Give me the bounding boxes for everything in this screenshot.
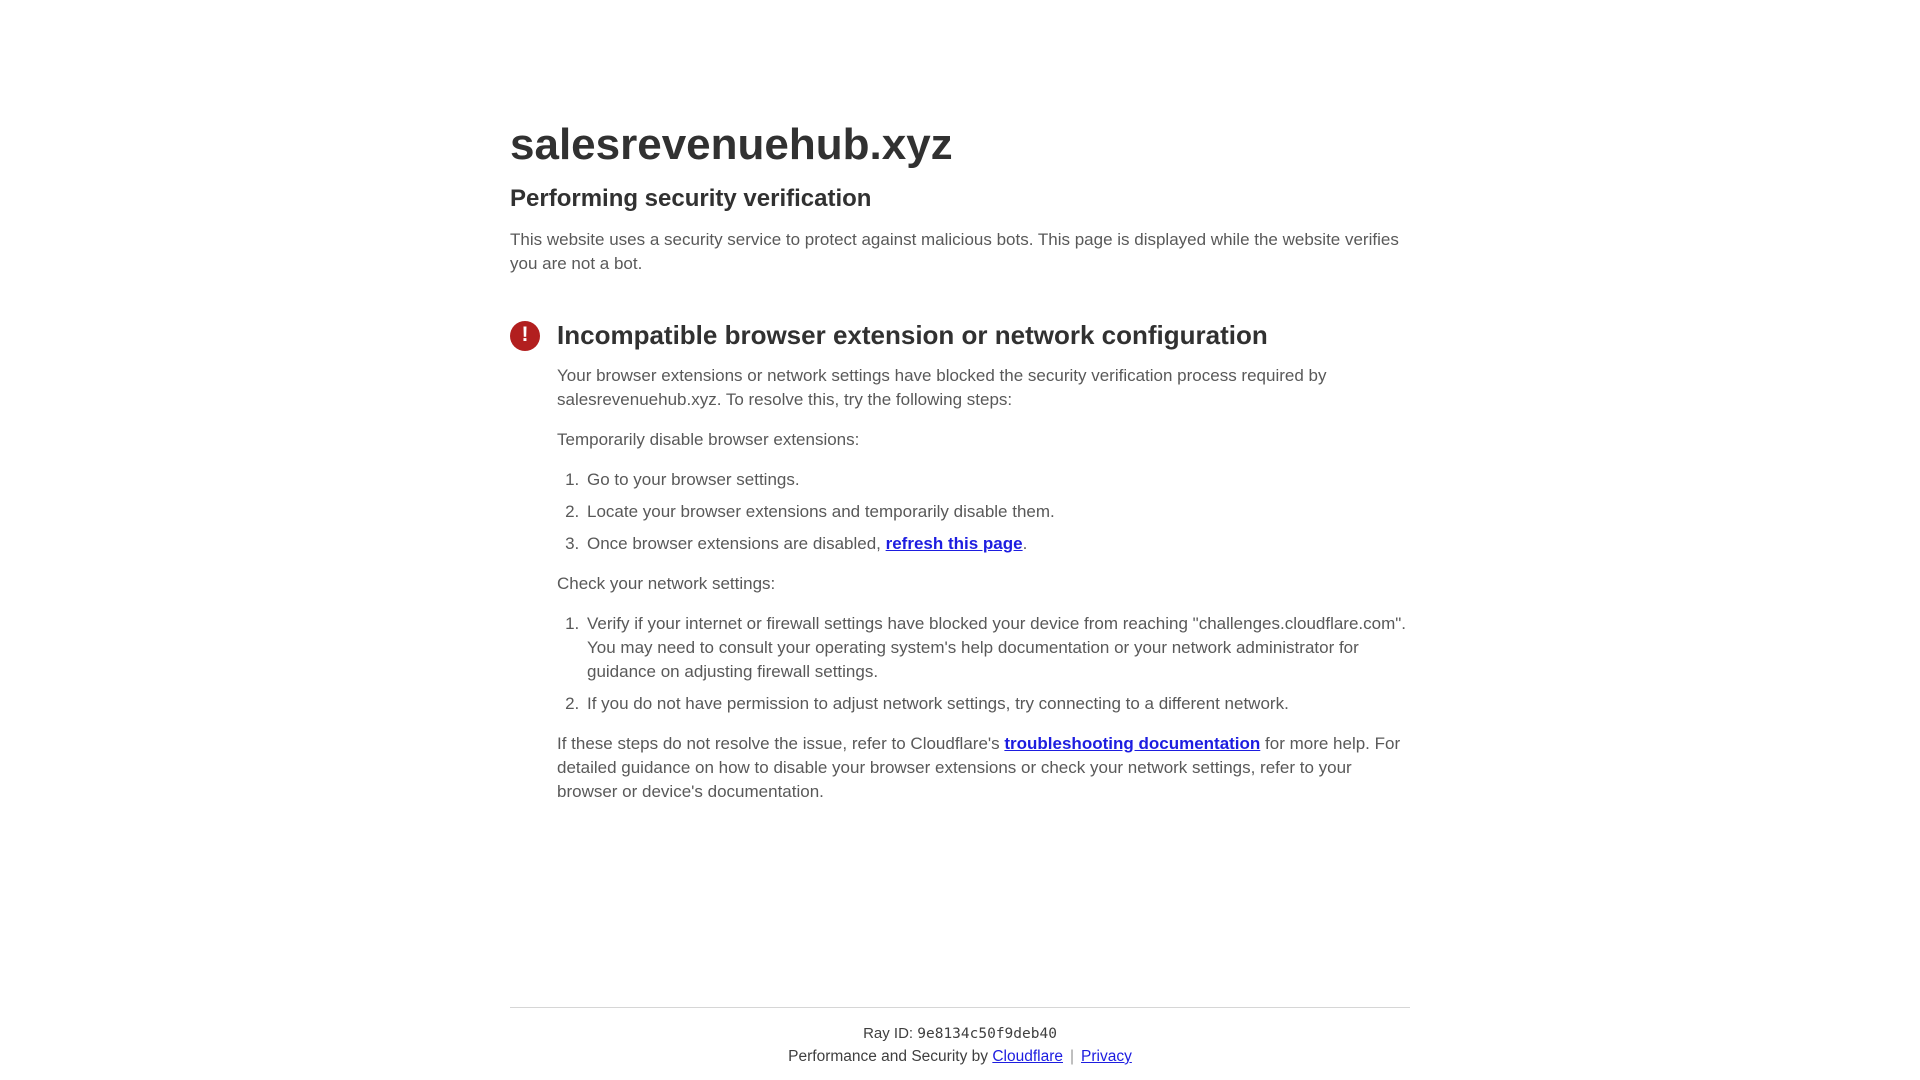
troubleshooting-documentation-link[interactable]: troubleshooting documentation: [1004, 733, 1261, 753]
privacy-link[interactable]: Privacy: [1081, 1048, 1132, 1065]
step3-prefix-text: Once browser extensions are disabled,: [587, 533, 886, 553]
page-container: [510, 0, 1410, 1080]
network-lead-text: Check your network settings:: [557, 573, 776, 593]
error-intro-text: Your browser extensions or network settings have blocked the security verification process required by salesrevenuehub.xyz. To resolve this, try the following steps:: [557, 365, 1327, 409]
ray-id-value: 9e8134c50f9deb40: [917, 1026, 1057, 1042]
step3-suffix-text: .: [1022, 533, 1028, 553]
list-item: 1. Go to your browser settings.: [584, 468, 1410, 492]
page-footer: [510, 1007, 1410, 1080]
ray-id-label: Ray ID:: [863, 1025, 914, 1042]
footer-separator: |: [1069, 1048, 1075, 1065]
extensions-steps-list: [557, 468, 1410, 556]
list-item: 1. Verify if your internet or firewall settings have blocked your device from reaching "challenges.cloudflare.com". You may need to consult your operating system's help documentation or your network administrator for guidance on adjusting firewall settings.: [584, 612, 1410, 684]
page-subtitle: Performing security verification: [510, 184, 872, 212]
performance-row: [510, 1048, 1410, 1066]
list-item: 2. Locate your browser extensions and temporarily disable them.: [584, 500, 1410, 524]
refresh-page-link[interactable]: refresh this page: [885, 533, 1023, 553]
main-content: [510, 120, 1410, 1007]
error-section: [510, 320, 1410, 803]
error-section-heading: Incompatible browser extension or network configuration: [557, 320, 1268, 351]
error-outro-text: [557, 732, 1410, 804]
page-intro-text: This website uses a security service to protect against malicious bots. This page is displayed while the website verifies you are not a bot.: [510, 230, 1399, 274]
network-steps-list: [557, 612, 1410, 716]
error-exclamation-icon: !: [510, 321, 540, 351]
ray-id-row: [510, 1025, 1410, 1043]
cloudflare-link[interactable]: Cloudflare: [992, 1048, 1063, 1065]
performance-text: Performance and Security by: [788, 1048, 989, 1065]
list-item: 2. If you do not have permission to adjust network settings, try connecting to a different network.: [584, 692, 1410, 716]
page-title: salesrevenuehub.xyz: [510, 120, 953, 169]
outro-suffix-text: for more help. For detailed guidance on how to disable your browser extensions or check your network settings, refer to your browser or device's documentation.: [557, 733, 1401, 801]
error-header: [510, 320, 1410, 351]
extensions-lead-text: Temporarily disable browser extensions:: [557, 429, 860, 449]
error-section-body: [510, 364, 1410, 804]
list-item: [584, 532, 1410, 556]
outro-prefix-text: If these steps do not resolve the issue, refer to Cloudflare's: [557, 733, 1005, 753]
